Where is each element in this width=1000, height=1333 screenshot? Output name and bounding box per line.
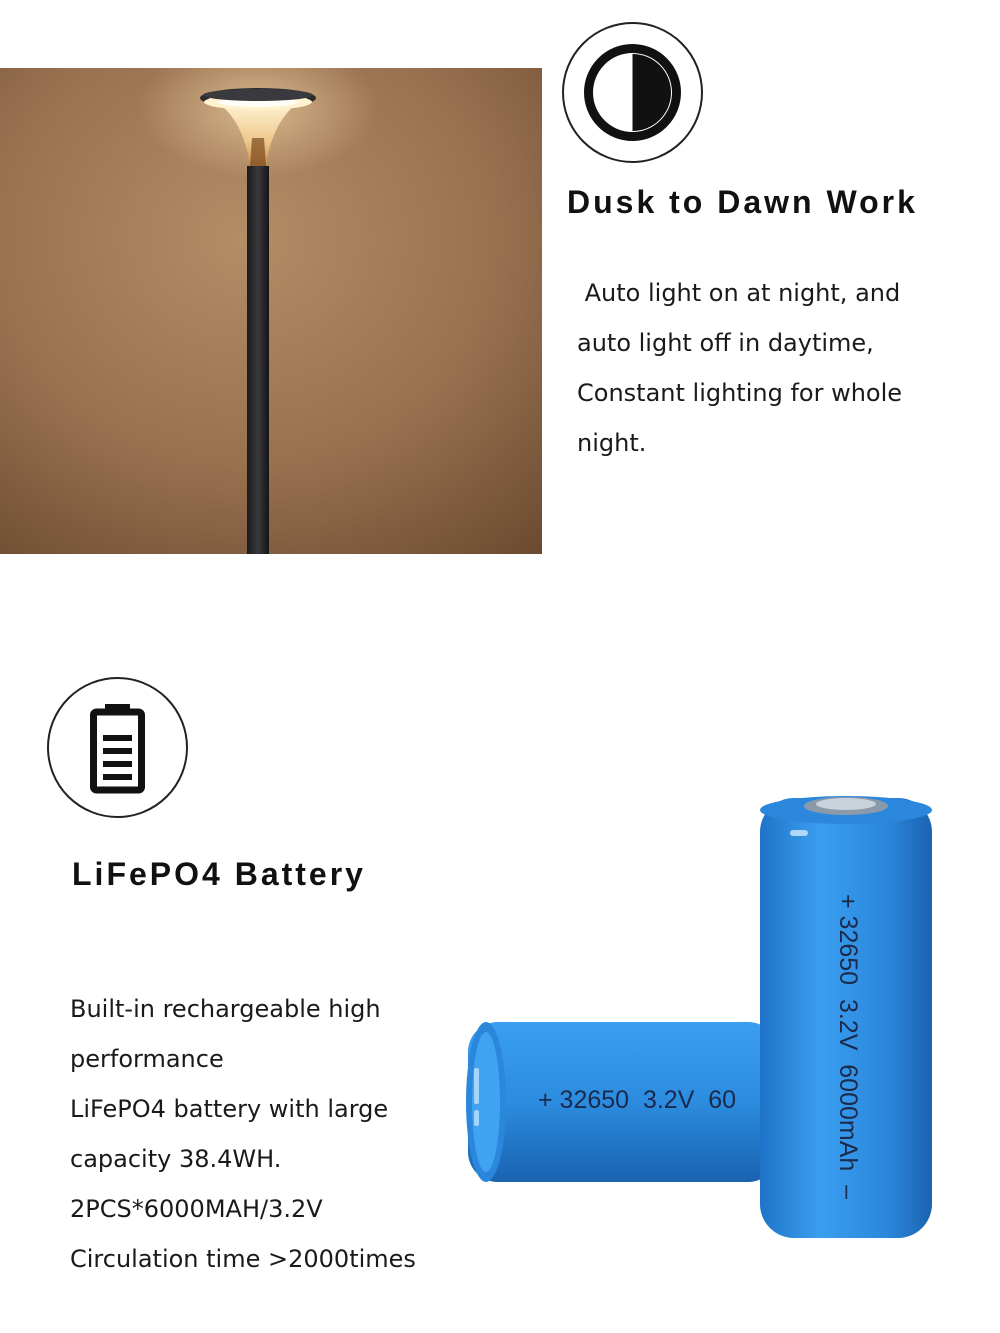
dusk-feature-title: Dusk to Dawn Work xyxy=(567,184,918,220)
lamp-photo xyxy=(0,68,542,554)
battery-description-line: performance xyxy=(70,1045,224,1073)
dusk-description-line: night. xyxy=(577,429,647,457)
battery-cells-photo xyxy=(460,790,950,1250)
dusk-feature-description xyxy=(577,268,902,468)
battery-description-line: capacity 38.4WH. xyxy=(70,1145,282,1173)
battery-feature-description xyxy=(70,984,416,1284)
dusk-description-line: auto light off in daytime, xyxy=(577,329,874,357)
battery-description-line: Built-in rechargeable high xyxy=(70,995,381,1023)
upright-cell-label: + 32650 3.2V 6000mAh – xyxy=(834,894,862,1200)
dusk-description-line: Constant lighting for whole xyxy=(577,379,903,407)
lying-cell-label: + 32650 3.2V 60 xyxy=(538,1086,737,1114)
upright-battery-cell xyxy=(760,796,932,1238)
battery-icon xyxy=(47,677,188,818)
half-circle-icon xyxy=(562,22,703,163)
battery-description-line: 2PCS*6000MAH/3.2V xyxy=(70,1195,323,1223)
battery-description-line: LiFePO4 battery with large xyxy=(70,1095,389,1123)
battery-feature-title: LiFePO4 Battery xyxy=(72,856,366,892)
dusk-description-line: Auto light on at night, and xyxy=(577,279,901,307)
lying-battery-cell xyxy=(466,1022,778,1182)
battery-description-line: Circulation time >2000times xyxy=(70,1245,416,1273)
